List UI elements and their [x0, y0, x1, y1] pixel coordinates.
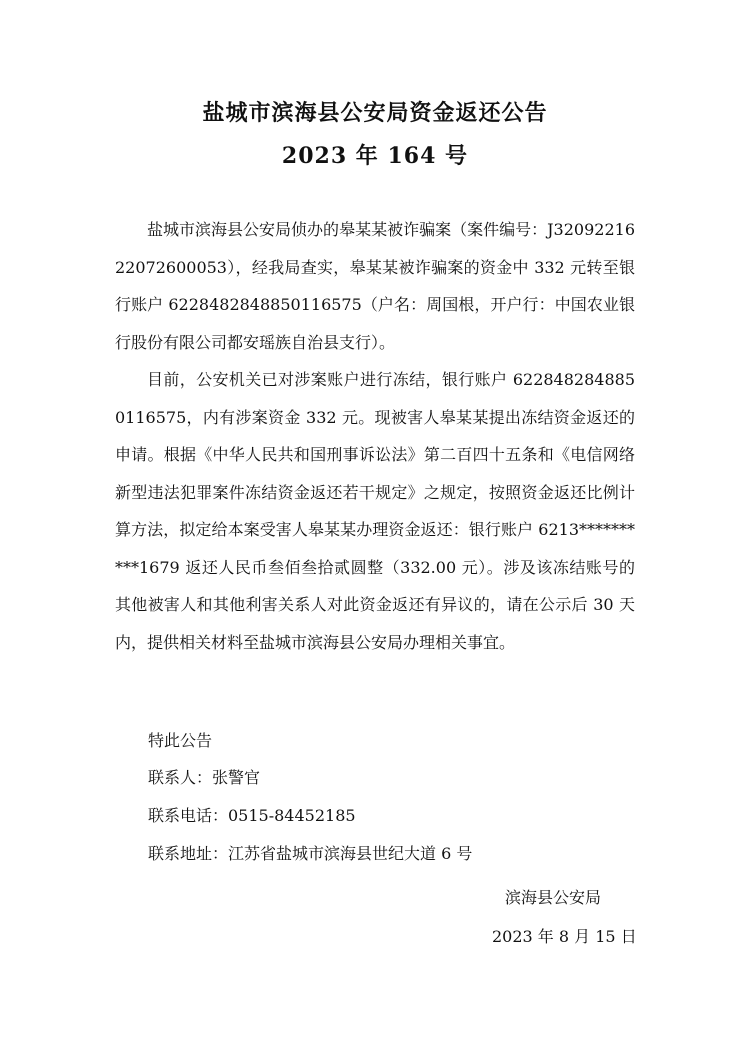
contact-phone: 联系电话：0515-84452185 [148, 806, 356, 825]
paragraph-case-description: 盐城市滨海县公安局侦办的皋某某被诈骗案（案件编号：J3209221622072600053），经我局查实，皋某某被诈骗案的资金中 332 元转至银行账户 6228482848850116575（户名：周国根，开户行：中国农业银行股份有限公司都安瑶族自治县支行）。 [115, 220, 635, 352]
closing-statement: 特此公告 [148, 731, 213, 750]
document-title: 盐城市滨海县公安局资金返还公告 [202, 100, 548, 126]
document-number: 2023 年 164 号 [281, 143, 469, 169]
contact-person: 联系人：张警官 [148, 768, 261, 787]
contact-address: 联系地址：江苏省盐城市滨海县世纪大道 6 号 [148, 844, 473, 863]
signature-date: 2023 年 8 月 15 日 [492, 927, 637, 946]
signature-organization: 滨海县公安局 [505, 888, 602, 907]
paragraph-refund-details: 目前，公安机关已对涉案账户进行冻结，银行账户 6228482848850116575，内有涉案资金 332 元。现被害人皋某某提出冻结资金返还的申请。根据《中华人民共和国刑事诉讼法》第二百四十五条和《电信网络新型违法犯罪案件冻结资金返还若干规定》之规定，按照资金返还比例计算方法，拟定给本案受害人皋某某办理资金返还：银行账户 6213**********1679 返还人民币叁佰叁拾贰圆整（332.00 元）。涉及该冻结账号的其他被害人和其他利害关系人对此资金返还有异议的，请在公示后 30 天内，提供相关材料至盐城市滨海县公安局办理相关事宜。 [115, 370, 635, 652]
